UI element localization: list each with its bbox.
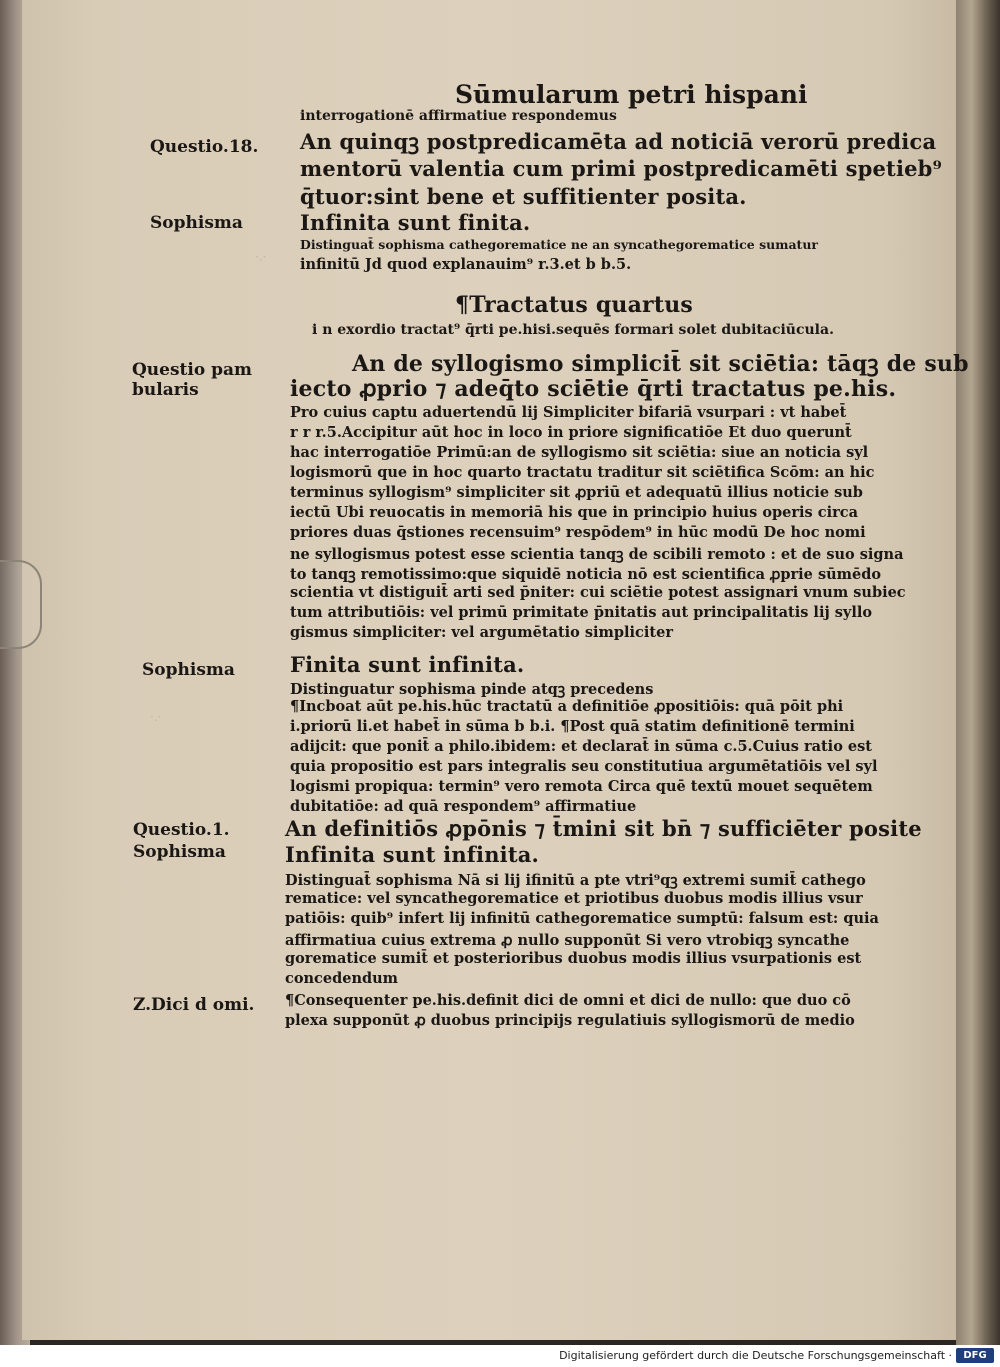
margin-label: Questio.1.	[133, 820, 230, 840]
text-line: iecto ꝓprio ⁊ adeq̄to sciētie q̄rti tractatus pe.his.	[290, 376, 897, 402]
text-line: quia propositio est pars integralis seu constitutiua argumētatiōis vel syl	[290, 758, 878, 775]
text-line: i n exordio tractat⁹ q̄rti pe.hisi.sequēs formari solet dubitaciūcula.	[312, 322, 834, 338]
text-line: q̄tuor:sint bene et suffitienter posita.	[300, 184, 747, 209]
text-line: concedendum	[285, 970, 399, 987]
text-line: ne syllogismus potest esse scientia tanqꝫ de scibili remoto : et de suo signa	[290, 546, 904, 563]
text-line: hac interrogatiōe Primū:an de syllogismo sit sciētia: siue an noticia syl	[290, 444, 869, 461]
funding-credit: Digitalisierung gefördert durch die Deutsche Forschungsgemeinschaft ·	[559, 1349, 952, 1362]
text-line: ¶Incboat aūt pe.his.hūc tractatū a definitiōe ꝓpositiōis: quā pōit phi	[290, 698, 844, 715]
text-line: Finita sunt infinita.	[290, 652, 525, 677]
text-line: patiōis: quib⁹ infert lij infinitū cathegorematice sumptū: falsum est: quia	[285, 910, 879, 927]
bleed-through-mark: ·.·	[255, 250, 267, 264]
text-line: rematice: vel syncathegorematice et priotibus duobus modis illius vsur	[285, 890, 863, 907]
text-line: adijcit: que ponit̄ a philo.ibidem: et declarat̄ in sūma c.5.Cuius ratio est	[290, 738, 872, 755]
dfg-logo: DFG	[956, 1348, 994, 1363]
text-line: iectū Ubi reuocatis in memoriā his que in principio huius operis circa	[290, 504, 858, 521]
text-line: mentorū valentia cum primi postpredicamēti spetieb⁹	[300, 156, 942, 181]
section-heading: ¶Tractatus quartus	[455, 292, 693, 318]
margin-label: Questio.18.	[150, 137, 259, 157]
text-line: An quinqꝫ postpredicamēta ad noticiā verorū predica	[300, 129, 937, 154]
margin-label: Questio pam bularis	[132, 360, 253, 400]
text-line: gorematice sumit̄ et posterioribus duobus modis illius vsurpationis est	[285, 950, 862, 967]
text-line: infinitū Jd quod explanauim⁹ r.3.et b b.5.	[300, 256, 632, 273]
text-line: logismorū que in hoc quarto tractatu traditur sit sciētifica Scōm: an hic	[290, 464, 875, 481]
text-line: An definitiōs ꝓpōnis ⁊ t̄mini sit bn̄ ⁊ sufficiēter posite	[285, 816, 922, 841]
continuation-line: interrogationē affirmatiue respondemus	[300, 108, 617, 124]
text-line: priores duas q̄stiones recensuim⁹ respōdem⁹ in hūc modū De hoc nomi	[290, 524, 866, 541]
text-line: tum attributiōis: vel primū primitate p̄nitatis aut principalitatis lij syllo	[290, 604, 873, 621]
text-line: An de syllogismo simplicit̄ sit sciētia: tāqꝫ de sub	[352, 351, 969, 377]
text-line: scientia vt distiguit̄ arti sed p̄niter: cui sciētie potest assignari vnum subiec	[290, 584, 906, 601]
footer-bar	[0, 1345, 1000, 1367]
text-line: Infinita sunt infinita.	[285, 842, 540, 867]
text-line: Infinita sunt finita.	[300, 210, 531, 235]
text-line: logismi propiqua: termin⁹ vero remota Circa quē textū mouet sequētem	[290, 778, 873, 795]
text-line: ¶Consequenter pe.his.definit dici de omni et dici de nullo: que duo cō	[285, 992, 851, 1009]
paper-clip-mark	[0, 560, 42, 649]
text-line: dubitatiōe: ad quā respondem⁹ affirmatiue	[290, 798, 637, 815]
margin-label: Sophisma	[150, 213, 243, 233]
margin-label: Z.Dici d omi.	[133, 995, 255, 1015]
text-line: i.priorū li.et habet̄ in sūma b b.i. ¶Post quā statim definitionē termini	[290, 718, 855, 735]
text-line: Distinguatur sophisma pinde atqꝫ precedens	[290, 681, 654, 698]
text-line: gismus simpliciter: vel argumētatio simpliciter	[290, 624, 673, 641]
margin-label: Sophisma	[142, 660, 235, 680]
text-line: Distinguat̄ sophisma cathegorematice ne an syncathegorematice sumatur	[300, 237, 818, 252]
bleed-through-mark: ·.·	[150, 710, 162, 724]
text-line: Pro cuius captu aduertendū lij Simpliciter bifariā vsurpari : vt habet̄	[290, 404, 847, 421]
page-edge-stack	[956, 0, 1000, 1345]
text-line: plexa supponūt ꝓ duobus principijs regulatiuis syllogismorū de medio	[285, 1012, 855, 1029]
text-line: affirmatiua cuius extrema ꝓ nullo supponūt Si vero vtrobiqꝫ syncathe	[285, 932, 850, 949]
margin-label: Sophisma	[133, 842, 226, 862]
text-line: to tanqꝫ remotissimo:que siquidē noticia nō est scientifica ꝓprie sūmēdo	[290, 566, 882, 583]
running-title: Sūmularum petri hispani	[455, 80, 808, 109]
text-line: r r r.5.Accipitur aūt hoc in loco in priore significatiōe Et duo querunt̄	[290, 424, 852, 441]
text-line: terminus syllogism⁹ simpliciter sit ꝓpriū et adequatū illius noticie sub	[290, 484, 863, 501]
text-line: Distinguat̄ sophisma Nā si lij ifinitū a pte vtri⁹qꝫ extremi sumit̄ cathego	[285, 872, 866, 889]
